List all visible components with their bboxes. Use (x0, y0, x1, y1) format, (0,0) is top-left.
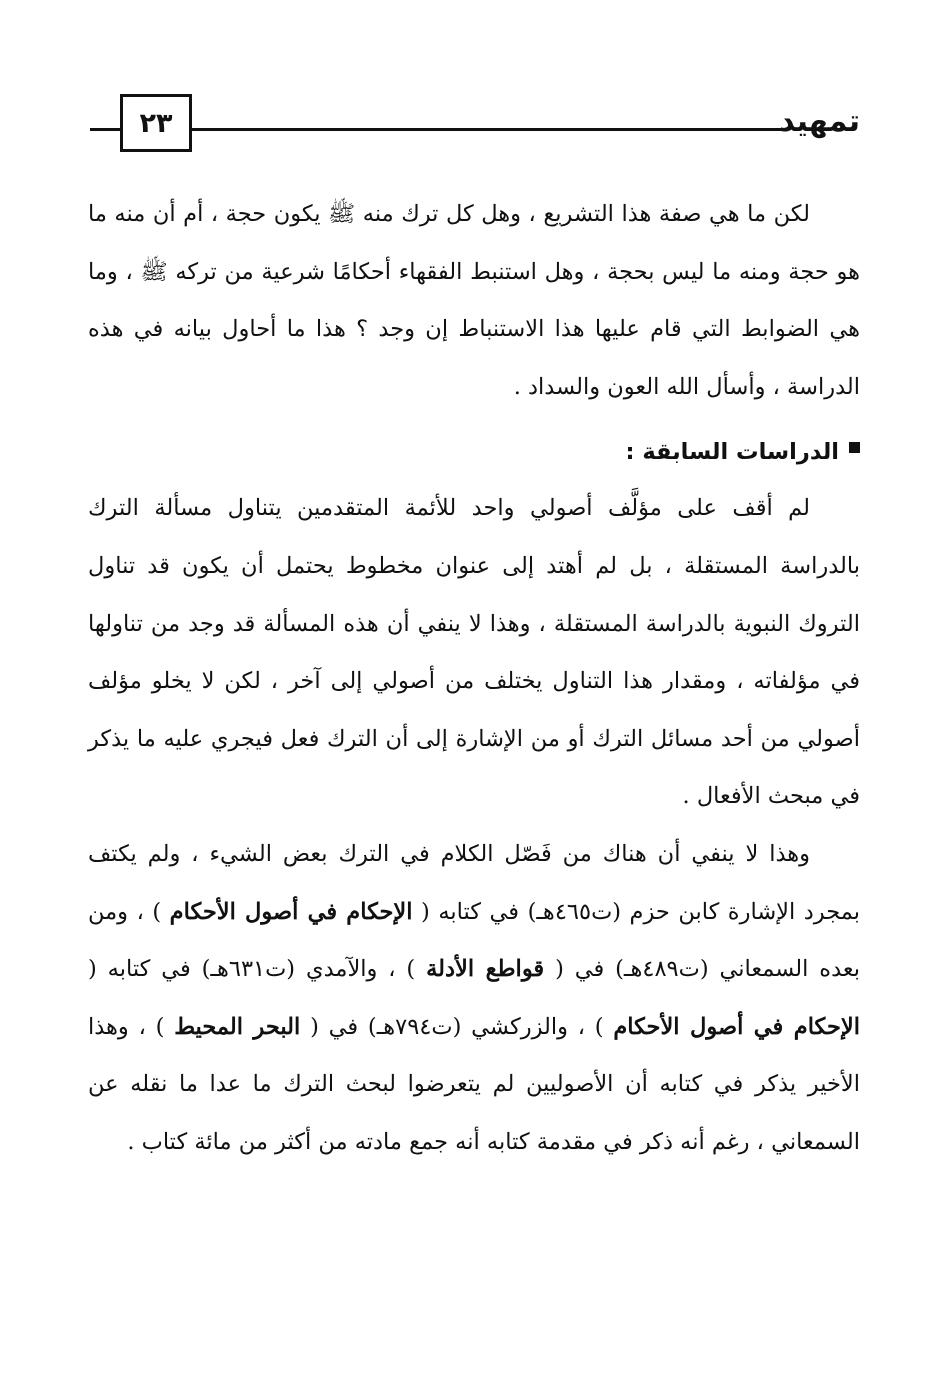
header-rule-left (90, 128, 120, 131)
text-run: ) ، والزركشي (ت٧٩٤هـ) في ( (300, 1013, 614, 1040)
header-rule-right (192, 128, 782, 131)
text-run: ) ، والآمدي (ت٦٣١هـ) في كتابه ( (88, 956, 427, 983)
text-run: ) ، ومن بعده السمعاني (ت٤٨٩هـ) في ( (88, 898, 860, 983)
text-run: وهذا لا ينفي أن هناك من فَصّل الكلام في الترك بعض الشيء ، ولم يكتف بمجرد الإشارة كابن حزم (ت٤٦٥هـ) في كتابه ( (88, 840, 861, 925)
book-title: قواطع الأدلة (426, 956, 545, 983)
section-heading (88, 428, 860, 476)
text-run: ) ، وهذا الأخير يذكر في كتابه أن الأصوليين لم يتعرضوا لبحث الترك ما عدا ما نقله عن السمعاني ، رغم أنه ذكر في مقدمة كتابه أنه جمع مادته من أكثر من مائة كتاب . (88, 1013, 860, 1155)
book-title: الإحكام في أصول الأحكام (613, 1013, 860, 1040)
paragraph-previous-studies: لم أقف على مؤلَّف أصولي واحد للأئمة المتقدمين يتناول مسألة الترك بالدراسة المستقلة ، بل لم أهتد إلى عنوان مخطوط يحتمل أن يكون قد تناول التروك النبوية بالدراسة المستقلة ، وهذا لا ينفي أن هذه المسألة قد وجد من تناولها في مؤلفاته ، ومقدار هذا التناول يختلف من أصولي إلى آخر ، لكن لا يخلو مؤلف أصولي من أحد مسائل الترك أو من الإشارة إلى أن الترك فعل فيجري عليه ما يذكر في مبحث الأفعال . (88, 495, 860, 810)
section-heading-text: الدراسات السابقة : (625, 439, 839, 466)
book-title: البحر المحيط (174, 1013, 301, 1040)
page-header (90, 88, 860, 160)
book-title: الإحكام في أصول الأحكام (169, 898, 413, 925)
page-body (88, 186, 860, 1172)
square-bullet-icon (849, 442, 860, 453)
paragraph-detailed-studies (88, 826, 860, 1172)
chapter-title: تمهيد (779, 104, 860, 139)
page-number: ٢٣ (120, 94, 192, 152)
paragraph-intro: لكن ما هي صفة هذا التشريع ، وهل كل ترك منه ﷺ يكون حجة ، أم أن منه ما هو حجة ومنه ما ليس بحجة ، وهل استنبط الفقهاء أحكامًا شرعية من تركه ﷺ ، وما هي الضوابط التي قام عليها هذا الاستنباط إن وجد ؟ هذا ما أحاول بيانه في هذه الدراسة ، وأسأل الله العون والسداد . (88, 201, 860, 400)
